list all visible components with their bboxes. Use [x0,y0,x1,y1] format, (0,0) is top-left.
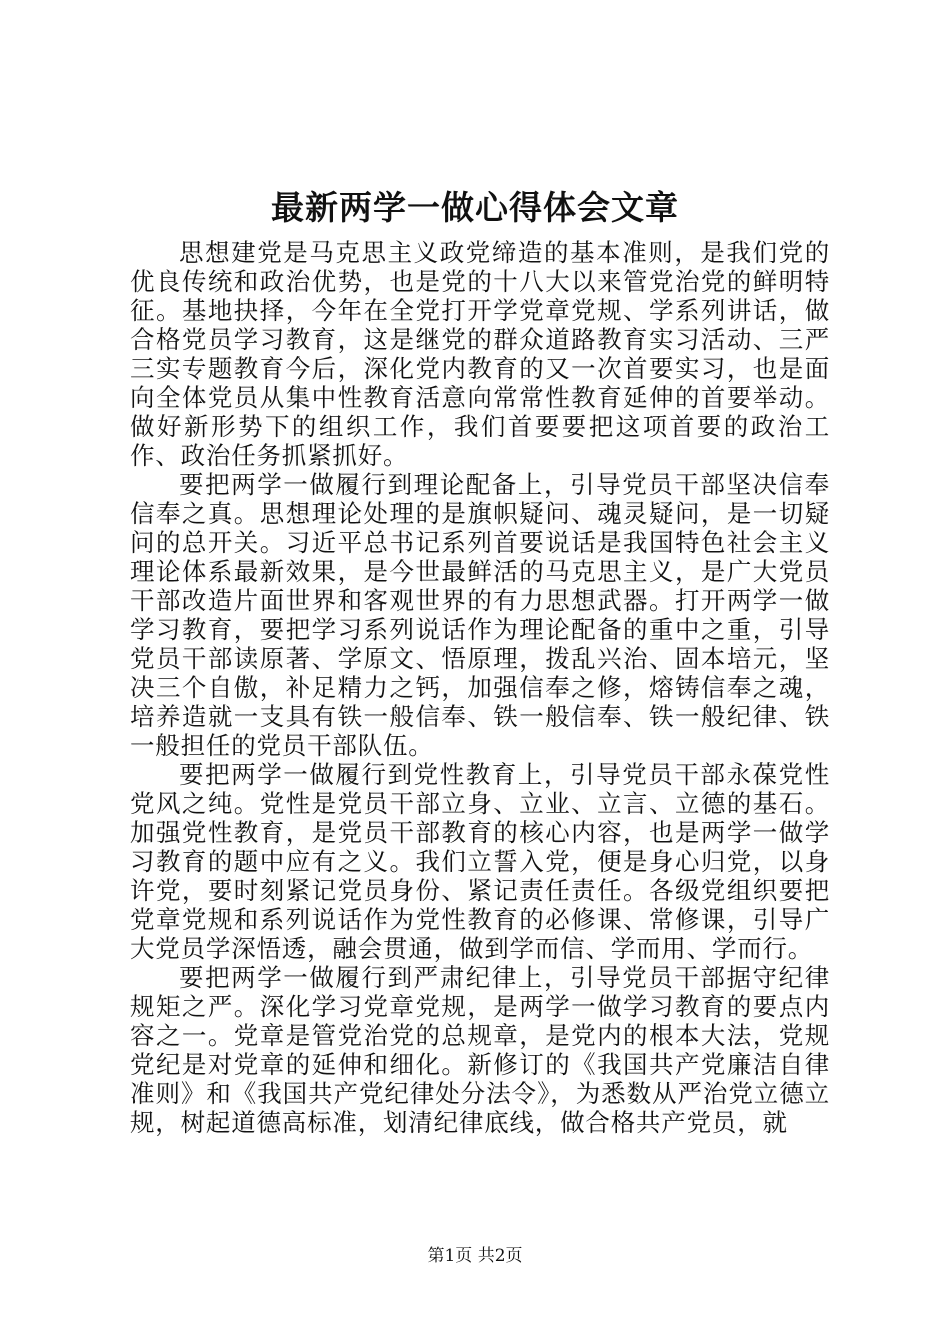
paragraph-2: 要把两学一做履行到理论配备上，引导党员干部坚决信奉信奉之真。思想理论处理的是旗帜疑问、魂灵疑问，是一切疑问的总开关。习近平总书记系列首要说话是我国特色社会主义理论体系最新效果，是今世最鲜活的马克思主义，是广大党员干部改造片面世界和客观世界的有力思想武器。打开两学一做学习教育，要把学习系列说话作为理论配备的重中之重，引导党员干部读原著、学原文、悟原理，拨乱兴治、固本培元，坚决三个自傲，补足精力之钙，加强信奉之修，熔铸信奉之魂，培养造就一支具有铁一般信奉、铁一般信奉、铁一般纪律、铁一般担任的党员干部队伍。 [130,470,830,760]
paragraph-3: 要把两学一做履行到党性教育上，引导党员干部永葆党性党风之纯。党性是党员干部立身、立业、立言、立德的基石。加强党性教育，是党员干部教育的核心内容，也是两学一做学习教育的题中应有之义。我们立誓入党，便是身心归党，以身许党，要时刻紧记党员身份、紧记责任责任。各级党组织要把党章党规和系列说话作为党性教育的必修课、常修课，引导广大党员学深悟透，融会贯通，做到学而信、学而用、学而行。 [130,760,830,963]
paragraph-1: 思想建党是马克思主义政党缔造的基本准则，是我们党的优良传统和政治优势，也是党的十八大以来管党治党的鲜明特征。基地抉择，今年在全党打开学党章党规、学系列讲话，做合格党员学习教育，这是继党的群众道路教育实习活动、三严三实专题教育今后，深化党内教育的又一次首要实习，也是面向全体党员从集中性教育活意向常常性教育延伸的首要举动。做好新形势下的组织工作，我们首要要把这项首要的政治工作、政治任务抓紧抓好。 [130,238,830,470]
page-number-footer: 第1页 共2页 [427,1246,523,1266]
paragraph-4: 要把两学一做履行到严肃纪律上，引导党员干部据守纪律规矩之严。深化学习党章党规，是两学一做学习教育的要点内容之一。党章是管党治党的总规章，是党内的根本大法，党规党纪是对党章的延伸和细化。新修订的《我国共产党廉洁自律准则》和《我国共产党纪律处分法令》，为悉数从严治党立德立规，树起道德高标准，划清纪律底线，做合格共产党员，就 [130,963,830,1137]
document-body [130,238,830,1137]
document-title: 最新两学一做心得体会文章 [271,188,679,227]
